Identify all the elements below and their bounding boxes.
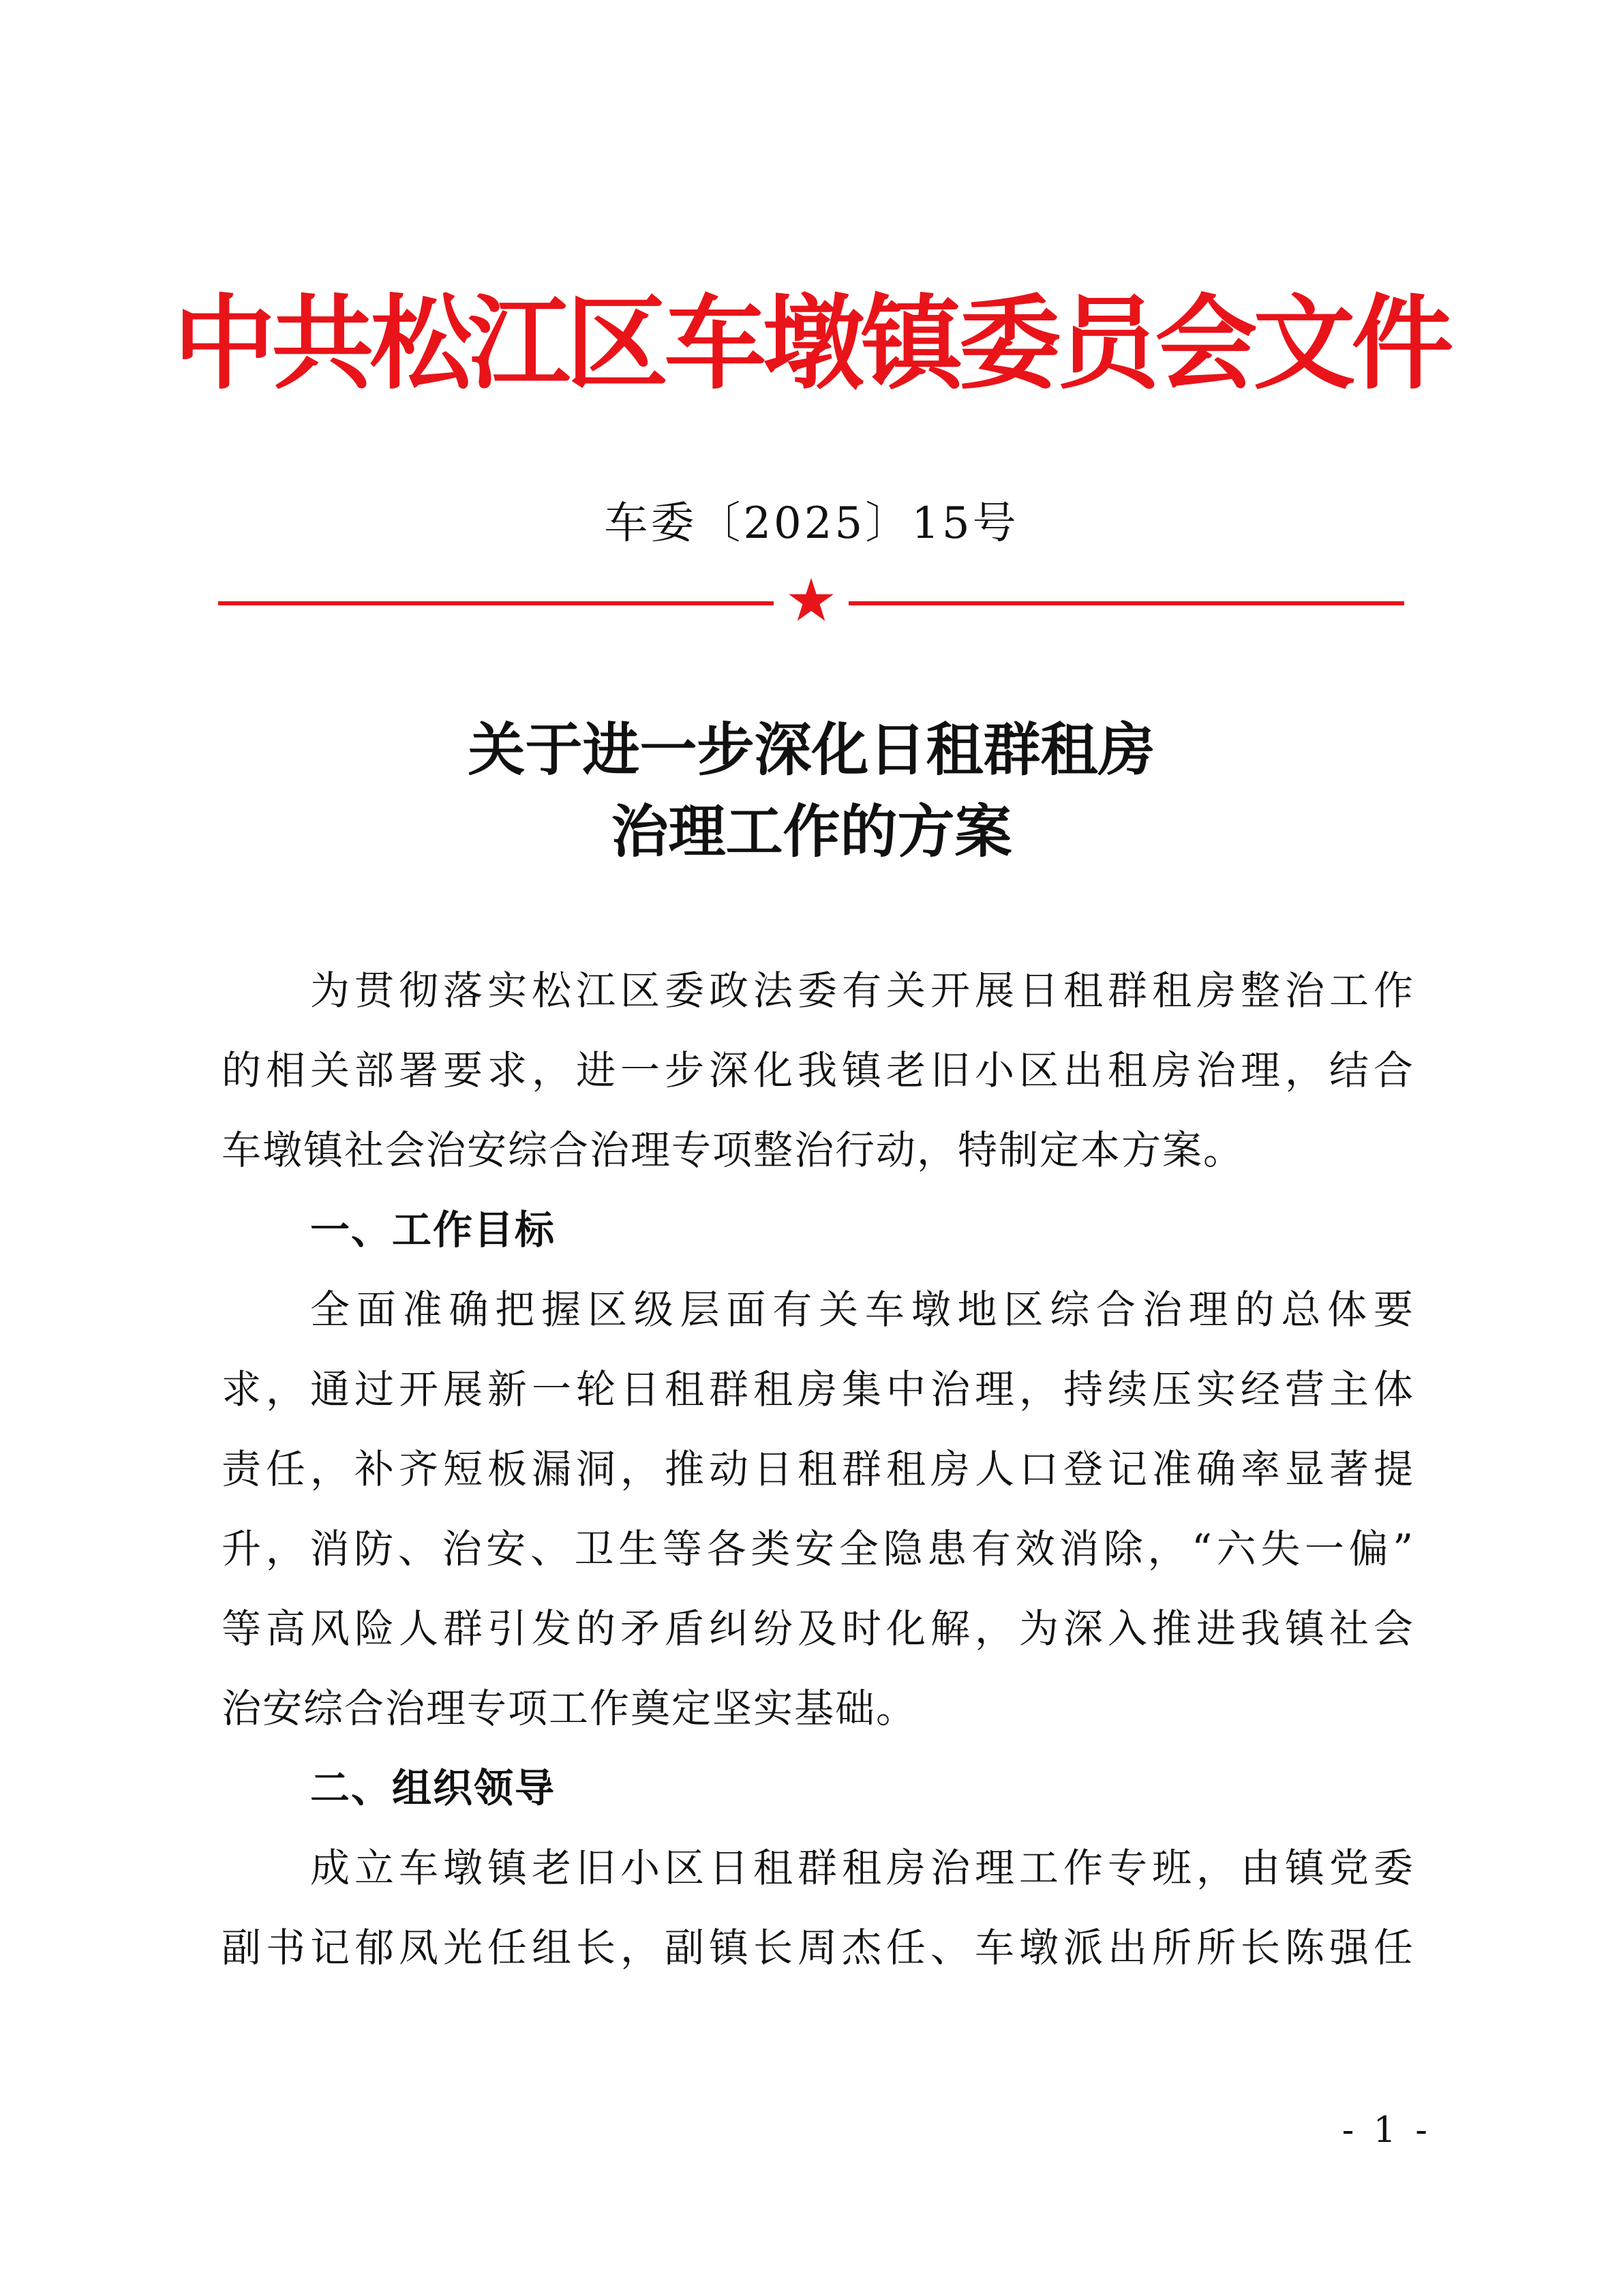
- section-heading-goals: 一、工作目标: [310, 1207, 556, 1253]
- section-heading-leadership: 二、组织领导: [310, 1765, 556, 1811]
- paragraph-line: 为贯彻落实松江区委政法委有关开展日租群租房整治工作: [310, 967, 1414, 1014]
- paragraph-line: 责任，补齐短板漏洞，推动日租群租房人口登记准确率显著提: [222, 1446, 1414, 1492]
- divider-rule-left: [218, 601, 774, 605]
- intro-paragraph: [222, 951, 1414, 1190]
- paragraph-line: 求，通过开展新一轮日租群租房集中治理，持续压实经营主体: [222, 1366, 1414, 1413]
- masthead-title: 中共松江区车墩镇委员会文件: [173, 285, 1450, 404]
- document-number: 车委〔2025〕15号: [604, 498, 1019, 549]
- paragraph-line: 的相关部署要求，进一步深化我镇老旧小区出租房治理，结合: [222, 1047, 1414, 1093]
- goals-paragraph: [222, 1270, 1414, 1749]
- divider-rule-right: [849, 601, 1404, 605]
- red-divider: [218, 583, 1404, 624]
- paragraph-line: 全面准确把握区级层面有关车墩地区综合治理的总体要: [310, 1286, 1414, 1333]
- paragraph-line: 成立车墩镇老旧小区日租群租房治理工作专班，由镇党委: [310, 1845, 1414, 1891]
- paragraph-line: 副书记郁凤光任组长，副镇长周杰任、车墩派出所所长陈强任: [222, 1924, 1414, 1971]
- paragraph-line: 等高风险人群引发的矛盾纠纷及时化解，为深入推进我镇社会: [222, 1605, 1414, 1652]
- star-icon: [787, 576, 835, 624]
- leadership-paragraph: [222, 1828, 1414, 1988]
- paragraph-line: 车墩镇社会治安综合治理专项整治行动，特制定本方案。: [222, 1127, 1245, 1173]
- document-title-line-1: 关于进一步深化日租群租房: [468, 716, 1155, 783]
- paragraph-line: 治安综合治理专项工作奠定坚实基础。: [222, 1685, 917, 1732]
- page-number: - 1 -: [1341, 2110, 1431, 2151]
- document-title-line-2: 治理工作的方案: [611, 798, 1012, 865]
- paragraph-line: 升，消防、治安、卫生等各类安全隐患有效消除，“六失一偏”: [222, 1526, 1414, 1572]
